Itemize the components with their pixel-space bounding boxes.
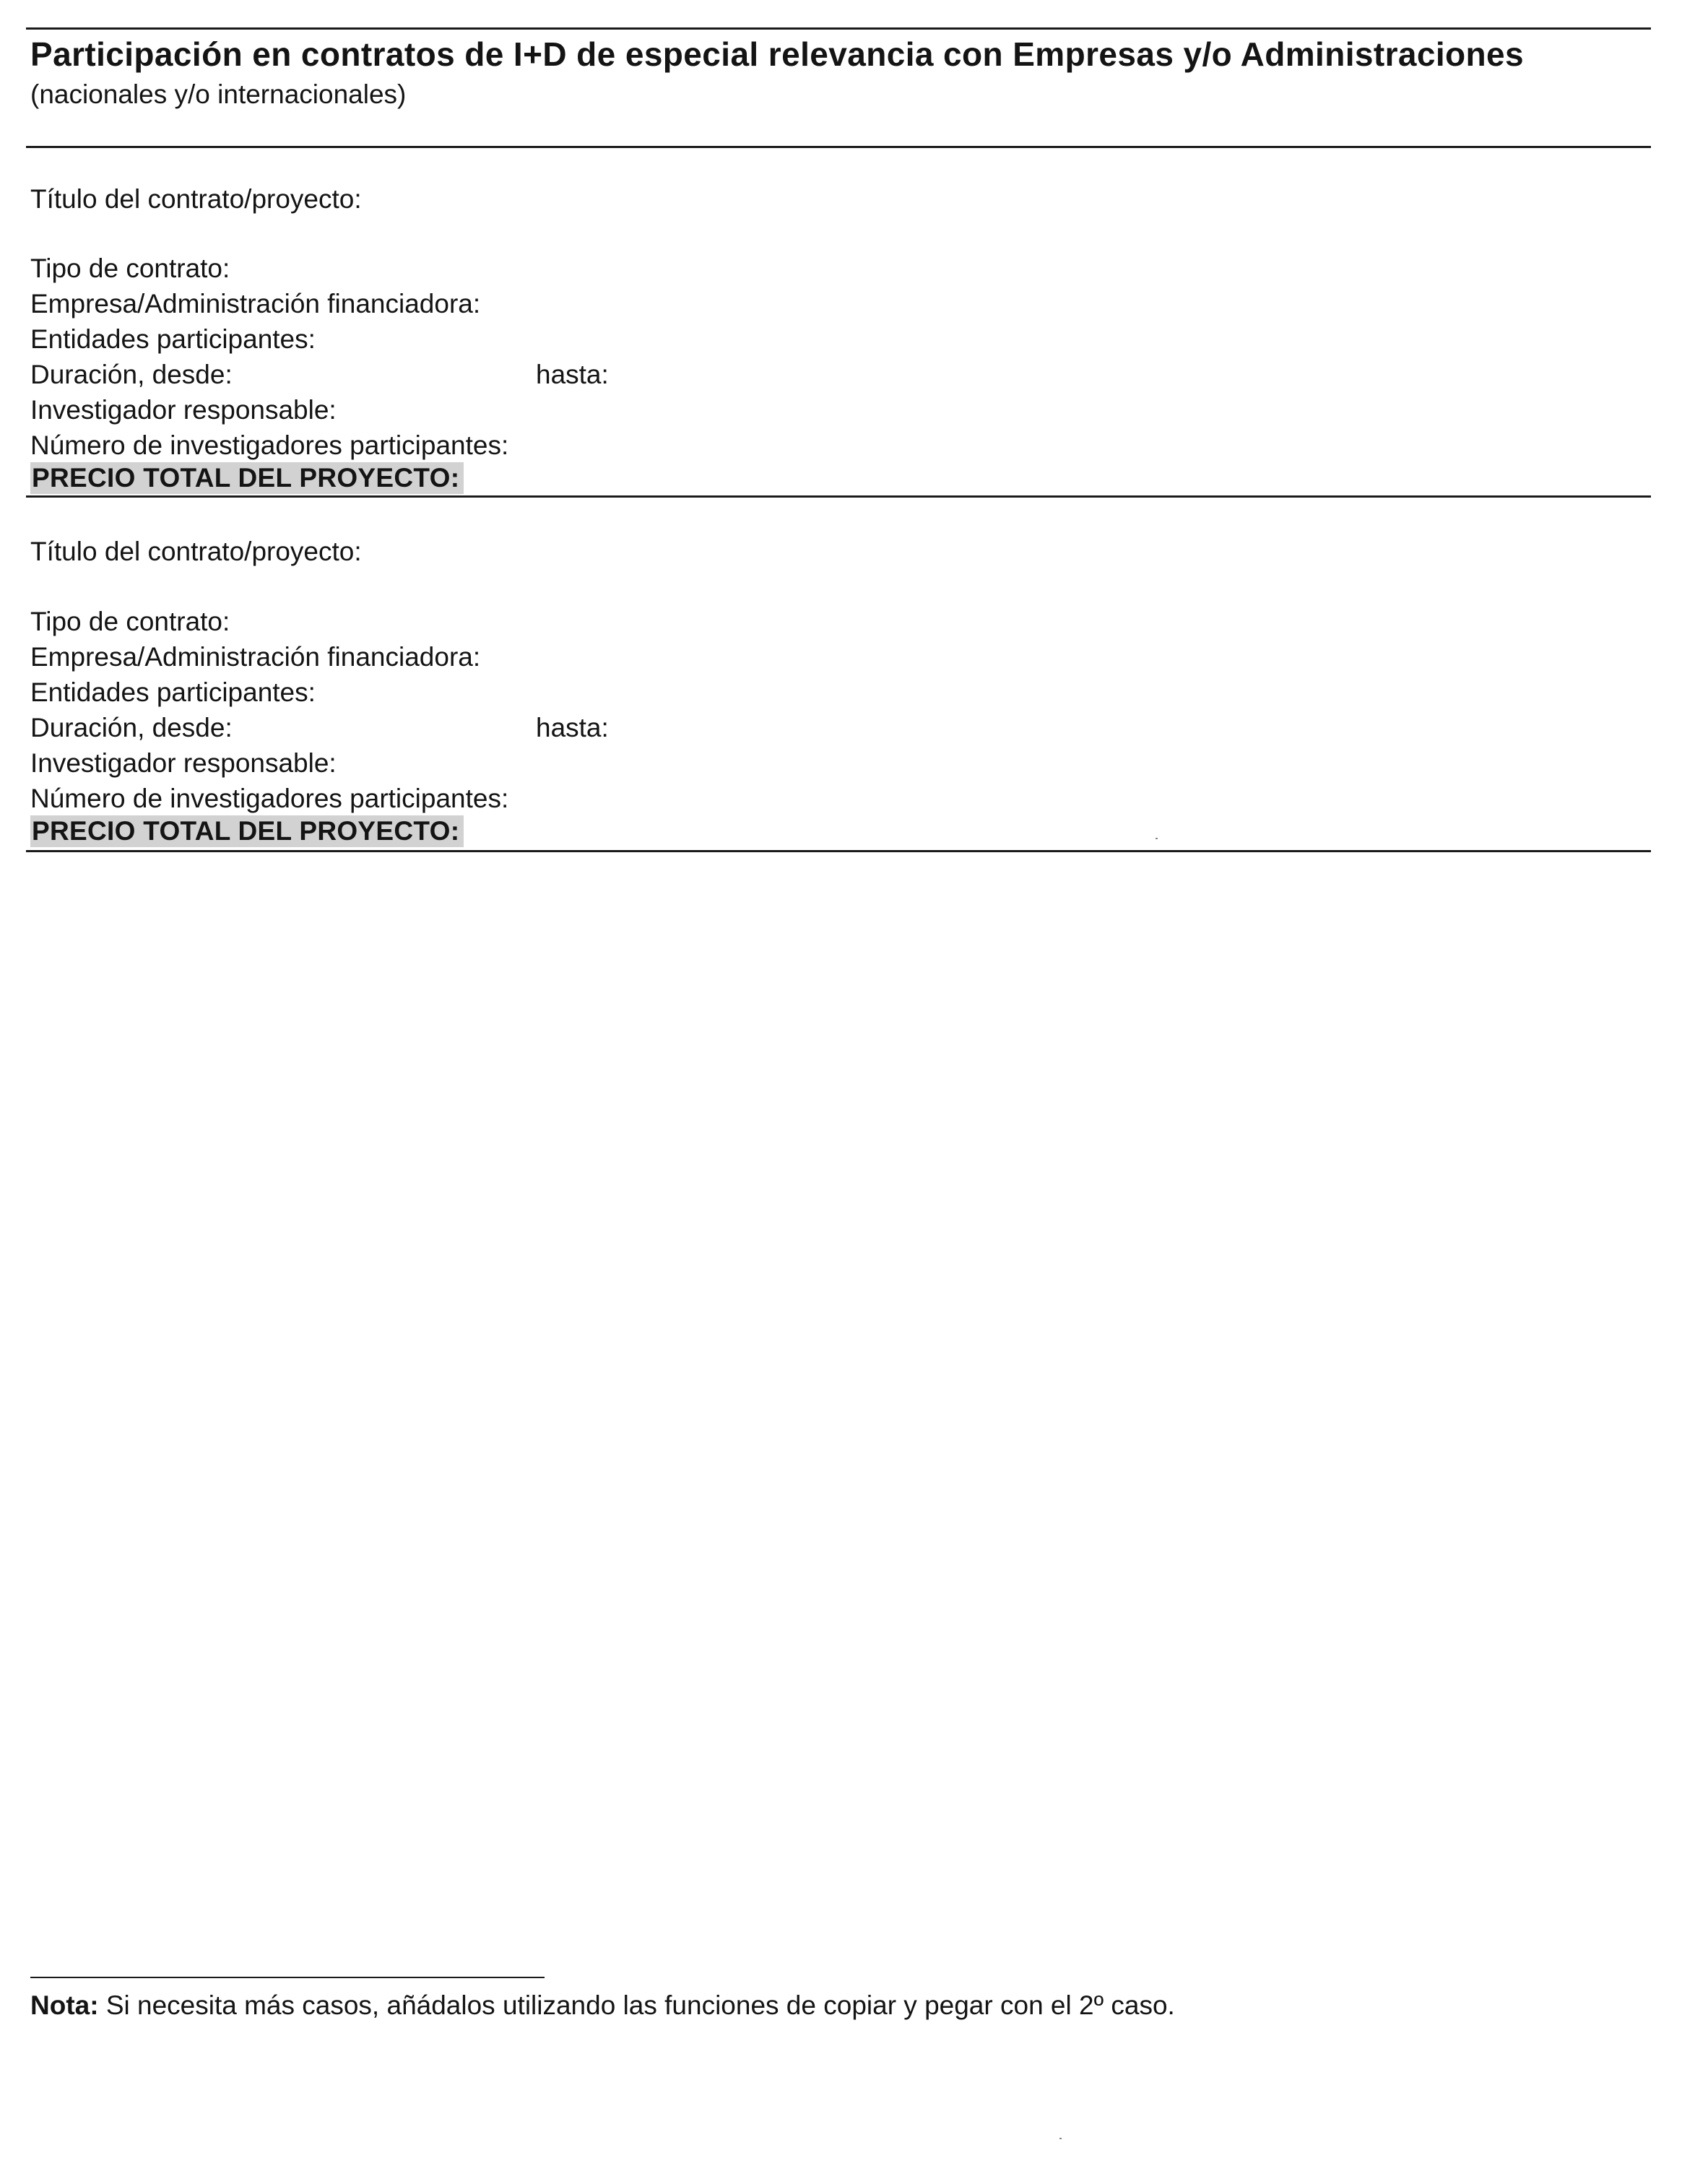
numero-investigadores-label: Número de investigadores participantes: [30, 430, 509, 460]
footnote-rule [30, 1977, 545, 1978]
scan-speck [1059, 2138, 1062, 2139]
titulo-label: Título del contrato/proyecto: [30, 184, 362, 214]
footnote [30, 1990, 1175, 2021]
numero-investigadores-label: Número de investigadores participantes: [30, 784, 509, 813]
precio-total-label: PRECIO TOTAL DEL PROYECTO: [30, 815, 464, 847]
footnote-text: Si necesita más casos, añádalos utilizando las funciones de copiar y pegar con el 2º caso. [98, 1990, 1175, 2020]
investigador-label: Investigador responsable: [30, 395, 337, 425]
empresa-label: Empresa/Administración financiadora: [30, 642, 481, 672]
page-title: Participación en contratos de I+D de especial relevancia con Empresas y/o Administraciones [30, 35, 1525, 73]
tipo-label: Tipo de contrato: [30, 254, 230, 283]
precio-total-label: PRECIO TOTAL DEL PROYECTO: [30, 462, 464, 494]
entidades-label: Entidades participantes: [30, 677, 316, 707]
duracion-hasta-label: hasta: [536, 360, 609, 389]
top-rule [26, 27, 1651, 30]
duracion-desde-label: Duración, desde: [30, 713, 233, 742]
scan-speck [1156, 838, 1158, 839]
duracion-hasta-label: hasta: [536, 713, 609, 742]
entry-2-bottom-rule [26, 850, 1651, 852]
entidades-label: Entidades participantes: [30, 324, 316, 354]
page-subtitle: (nacionales y/o internacionales) [30, 79, 407, 109]
duracion-desde-label: Duración, desde: [30, 360, 233, 389]
titulo-label: Título del contrato/proyecto: [30, 537, 362, 566]
footnote-label: Nota: [30, 1990, 99, 2020]
investigador-label: Investigador responsable: [30, 748, 337, 778]
header-bottom-rule [26, 146, 1651, 148]
entry-1-bottom-rule [26, 495, 1651, 498]
empresa-label: Empresa/Administración financiadora: [30, 289, 481, 318]
tipo-label: Tipo de contrato: [30, 607, 230, 636]
